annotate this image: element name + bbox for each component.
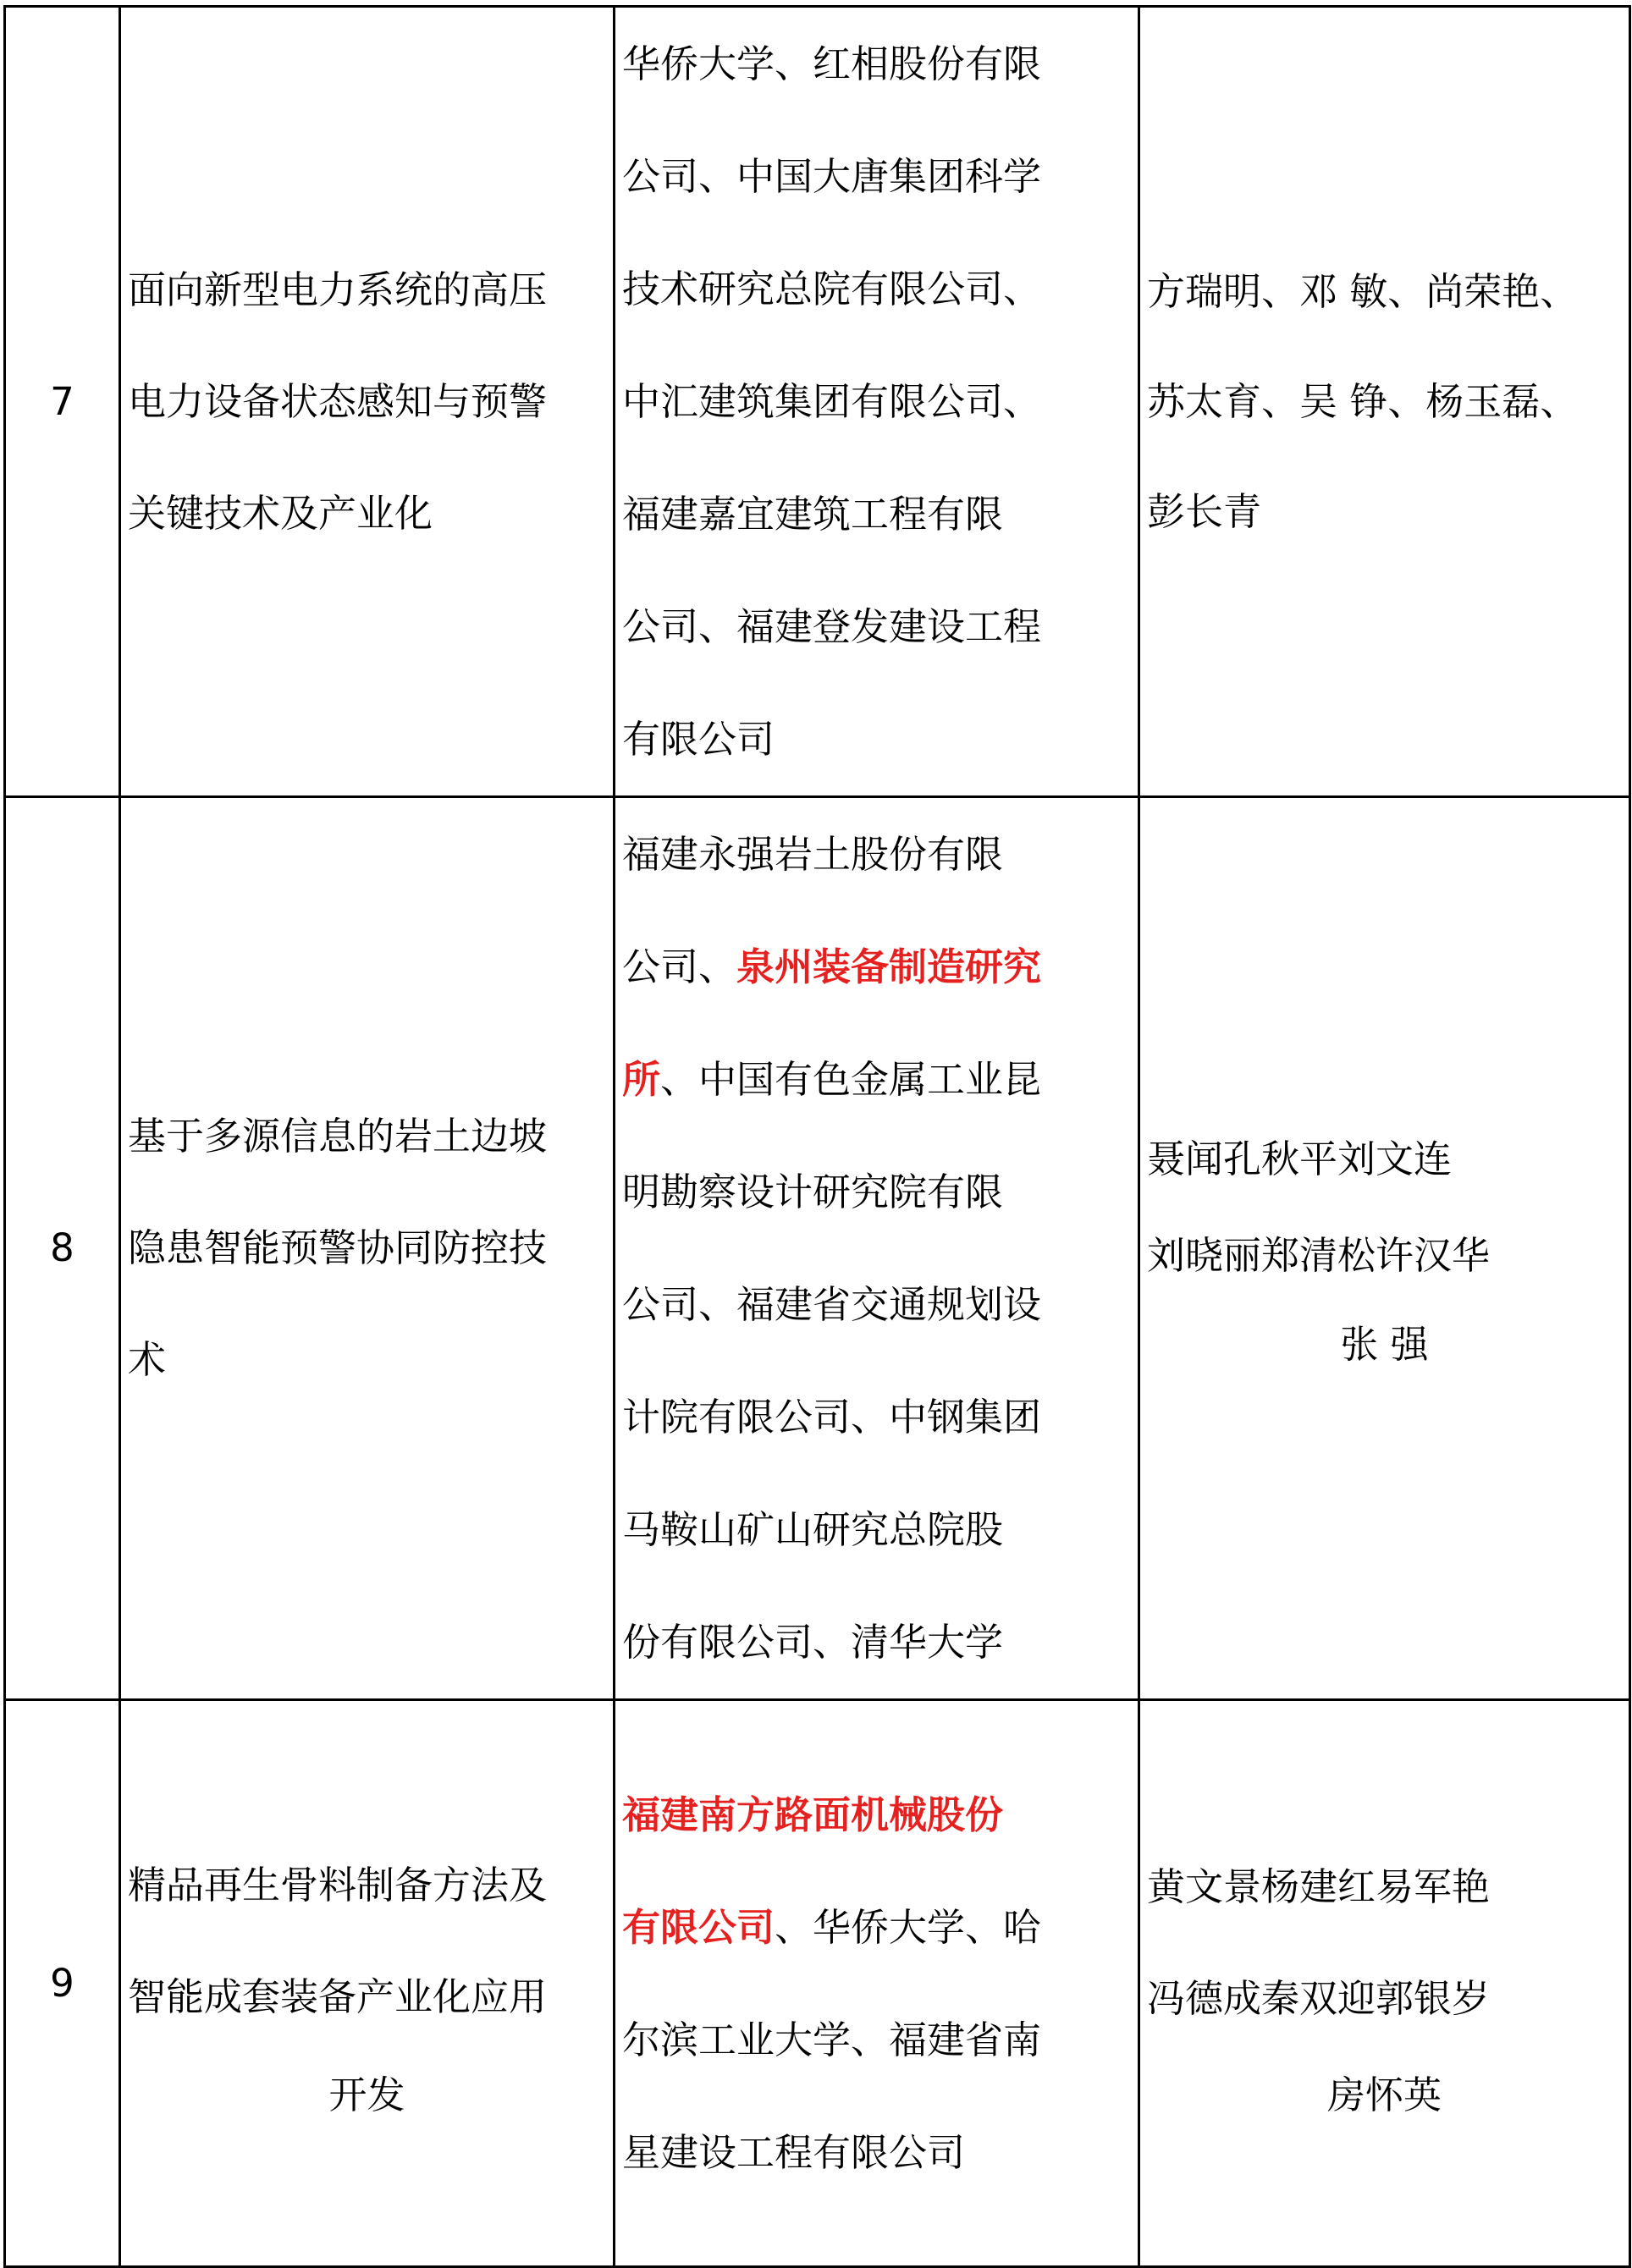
awards-table <box>3 5 1631 2268</box>
project-title <box>120 797 615 1700</box>
highlighted-unit: 有限公司 <box>622 1904 775 1950</box>
unit-text: 计院有限公司、中钢集团 <box>622 1395 1042 1440</box>
table-row <box>5 797 1630 1700</box>
unit-line <box>622 683 1131 795</box>
project-title <box>120 1700 615 2267</box>
people-line: 房怀英 <box>1326 2072 1442 2117</box>
unit-text: 星建设工程有限公司 <box>622 2129 966 2175</box>
title-line: 精品再生骨料制备方法及 <box>128 1862 548 1907</box>
unit-text: 中汇建筑集团有限公司、 <box>622 379 1042 424</box>
completing-units <box>615 7 1139 797</box>
title-line: 开发 <box>328 2072 405 2117</box>
unit-text: 公司、 <box>622 944 737 989</box>
unit-text: 华侨大学、红相股份有限 <box>622 41 1042 86</box>
unit-text: 公司、中国大唐集团科学 <box>622 154 1042 199</box>
unit-text: 有限公司 <box>622 717 775 762</box>
unit-text: 公司、福建登发建设工程 <box>622 604 1042 649</box>
people-line: 苏太育、吴 铮、杨玉磊、 <box>1147 378 1579 424</box>
title-line: 基于多源信息的岩土边坡 <box>128 1114 548 1159</box>
unit-line <box>622 1871 1131 1984</box>
unit-line <box>622 1984 1131 2096</box>
table-row <box>5 1700 1630 2267</box>
row-number: 9 <box>5 1700 120 2267</box>
people-line: 彭长青 <box>1147 488 1262 534</box>
unit-text: 技术研究总院有限公司、 <box>622 267 1042 311</box>
unit-line <box>622 458 1131 570</box>
people-line: 刘晓丽郑清松许汉华 <box>1147 1233 1491 1278</box>
unit-line <box>622 1361 1131 1473</box>
highlighted-unit: 福建南方路面机械股份 <box>622 1792 1004 1837</box>
table-row <box>5 7 1630 797</box>
unit-line <box>622 345 1131 458</box>
unit-line <box>622 233 1131 345</box>
unit-line <box>622 1473 1131 1586</box>
completing-people <box>1139 1700 1630 2267</box>
unit-line <box>622 570 1131 683</box>
title-line: 面向新型电力系统的高压 <box>128 267 548 312</box>
unit-text: 、华侨大学、哈 <box>775 1904 1042 1950</box>
people-line: 聂闻孔秋平刘文连 <box>1147 1137 1453 1181</box>
completing-people <box>1139 7 1630 797</box>
people-line: 黄文景杨建红易军艳 <box>1147 1863 1491 1909</box>
people-line: 张 强 <box>1340 1322 1429 1367</box>
unit-text: 马鞍山矿山研究总院股 <box>622 1507 1004 1552</box>
highlighted-unit: 泉州装备制造研究 <box>736 944 1042 989</box>
row-number: 7 <box>5 7 120 797</box>
title-line: 术 <box>128 1337 167 1382</box>
unit-line <box>622 911 1131 1023</box>
unit-text: 份有限公司、清华大学 <box>622 1620 1004 1665</box>
completing-units <box>615 1700 1139 2267</box>
people-line: 方瑞明、邓 敏、尚荣艳、 <box>1147 268 1579 314</box>
unit-text: 福建嘉宜建筑工程有限 <box>622 492 1004 537</box>
unit-text: 、中国有色金属工业昆 <box>660 1057 1042 1102</box>
unit-line <box>622 1586 1131 1698</box>
project-title <box>120 7 615 797</box>
completing-units <box>615 797 1139 1700</box>
people-line: 冯德成秦双迎郭银岁 <box>1147 1975 1491 2021</box>
unit-text: 福建永强岩土股份有限 <box>622 832 1004 877</box>
unit-text: 尔滨工业大学、福建省南 <box>622 2017 1042 2062</box>
unit-text: 明勘察设计研究院有限 <box>622 1170 1004 1214</box>
title-line: 电力设备状态感知与预警 <box>128 378 548 424</box>
highlighted-unit: 所 <box>622 1057 661 1102</box>
completing-people <box>1139 797 1630 1700</box>
unit-line <box>622 1759 1131 1871</box>
unit-line <box>622 1023 1131 1136</box>
title-line: 隐患智能预警协同防控技 <box>128 1225 548 1270</box>
unit-line <box>622 1248 1131 1361</box>
unit-line <box>622 1136 1131 1248</box>
row-number: 8 <box>5 797 120 1700</box>
title-line: 关键技术及产业化 <box>128 490 433 536</box>
unit-line <box>622 2096 1131 2209</box>
unit-line <box>622 8 1131 120</box>
unit-line <box>622 120 1131 233</box>
unit-line <box>622 798 1131 911</box>
unit-text: 公司、福建省交通规划设 <box>622 1282 1042 1327</box>
title-line: 智能成套装备产业化应用 <box>128 1973 548 2019</box>
